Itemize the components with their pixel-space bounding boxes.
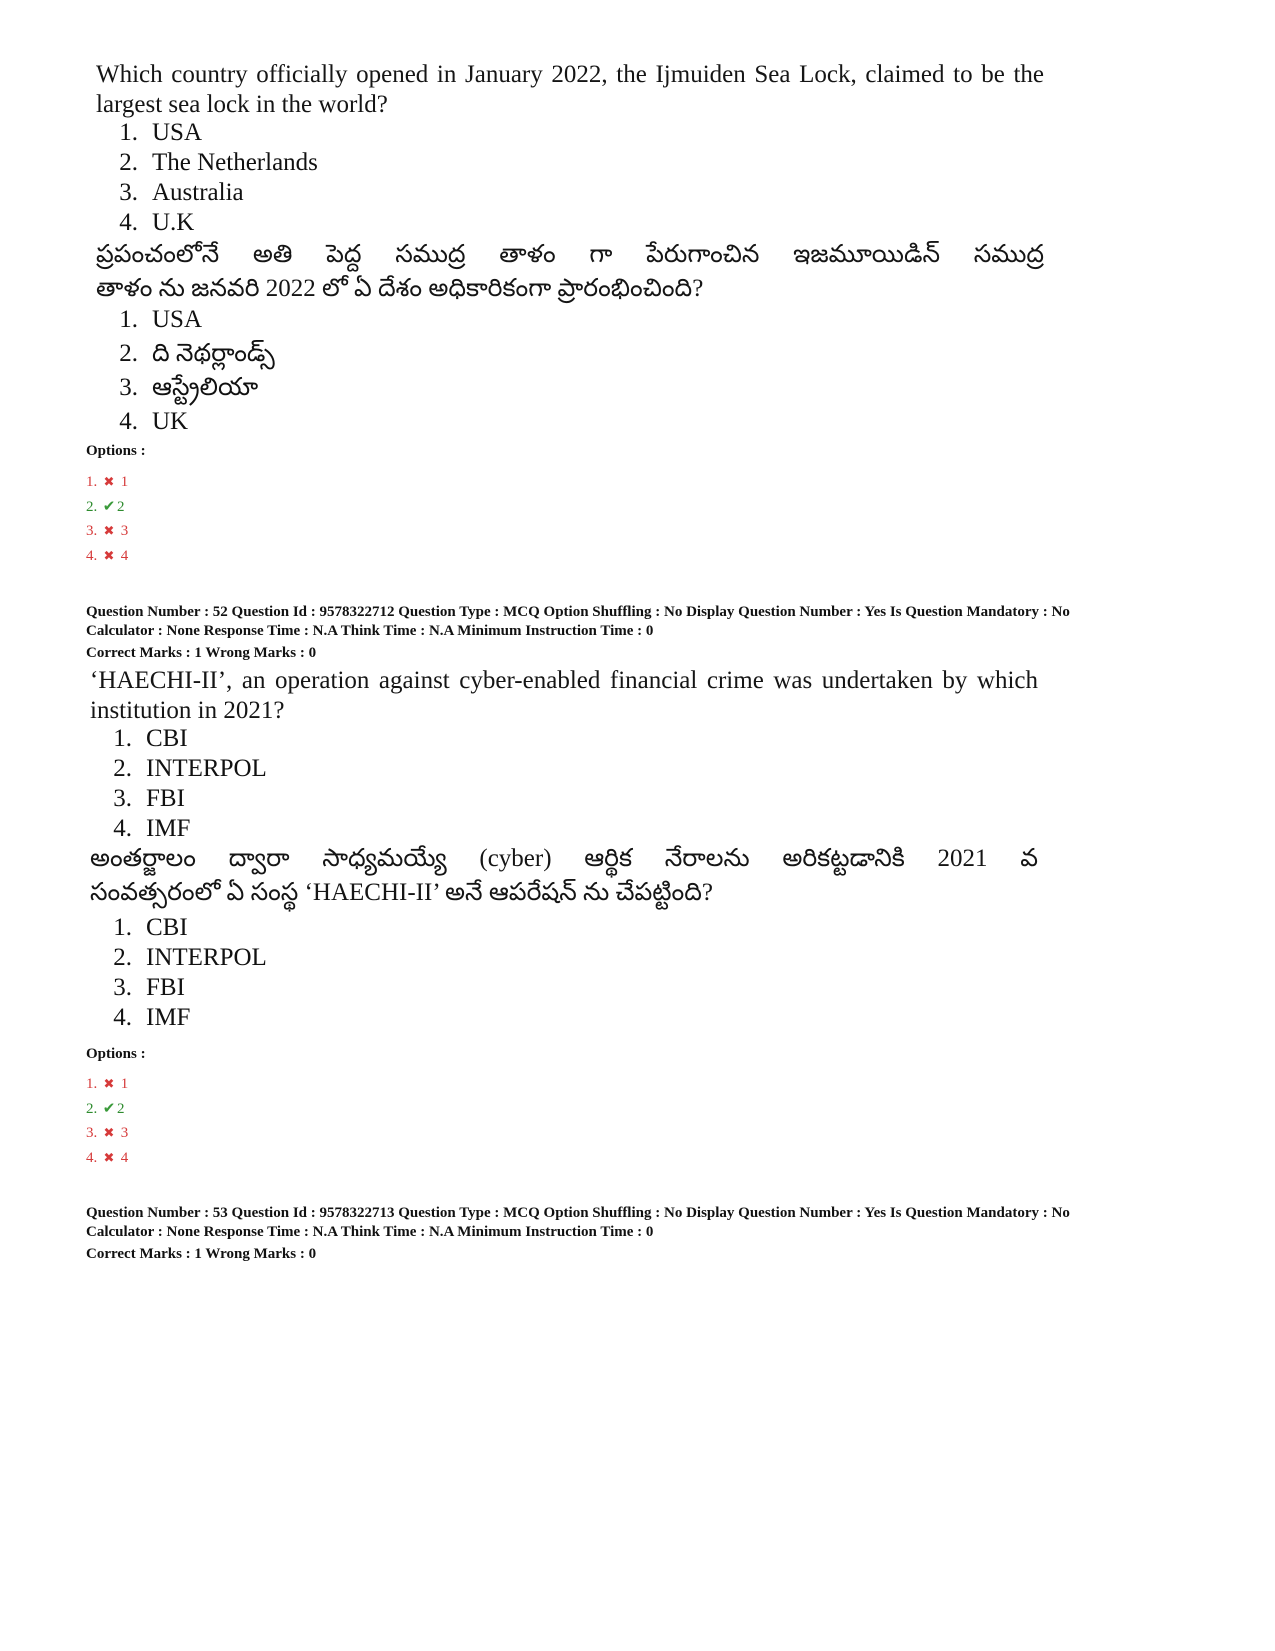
q52-marks: Correct Marks : 1 Wrong Marks : 0: [86, 645, 317, 661]
option-item: [108, 148, 318, 178]
answer-value: 1: [120, 474, 129, 490]
option-text: CBI: [146, 725, 188, 752]
answer-value: 4: [120, 1149, 129, 1166]
option-item: [108, 118, 318, 148]
check-mark-icon: ✔: [102, 1100, 116, 1117]
option-number: 3.: [119, 179, 138, 206]
question-line: Which country officially opened in January 2022, the Ijmuiden Sea Lock, claimed to be the: [96, 61, 1044, 88]
option-number: 4.: [119, 209, 138, 236]
option-number: 2.: [119, 149, 138, 176]
question-line: institution in 2021?: [90, 697, 285, 724]
option-number: 2.: [119, 340, 138, 367]
option-text: ఆస్ట్రేలియా: [152, 374, 259, 401]
option-number: 4.: [113, 1004, 132, 1031]
option-text: IMF: [146, 815, 191, 842]
answer-number: 4.: [86, 1149, 98, 1166]
q52-english-options: [102, 724, 267, 844]
option-number: 3.: [119, 374, 138, 401]
q53-marks: Correct Marks : 1 Wrong Marks : 0: [86, 1246, 317, 1262]
option-item: [102, 1003, 267, 1033]
option-item: [108, 178, 318, 208]
option-text: INTERPOL: [146, 755, 267, 782]
question-line: ‘HAECHI-II’, an operation against cyber-enabled financial crime was undertaken by which: [90, 667, 1038, 694]
answer-number: 4.: [86, 547, 98, 564]
question-line: ప్రపంచంలోనే అతి పెద్ద సముద్ర తాళం గా పేరుగాంచిన ఇజమూయిడిన్ సముద్ర: [96, 241, 1044, 268]
option-item: [108, 405, 275, 439]
option-number: 4.: [113, 815, 132, 842]
answer-option: [86, 1097, 128, 1122]
option-text: INTERPOL: [146, 944, 267, 971]
question-line: అంతర్జాలం ద్వారా సాధ్యమయ్యే (cyber) ఆర్థిక నేరాలను అరికట్టడానికి 2021 వ: [90, 845, 1038, 872]
option-item: [102, 973, 267, 1003]
option-text: The Netherlands: [152, 149, 318, 176]
cross-mark-icon: ✖: [103, 474, 115, 489]
option-text: U.K: [152, 209, 195, 236]
q51-english-question: [96, 60, 1044, 120]
option-text: Australia: [152, 179, 244, 206]
metadata-line: Question Number : 52 Question Id : 9578322712 Question Type : MCQ Option Shuffling : No Display Question Number : Yes Is Question Mandatory : No: [86, 604, 1070, 620]
option-item: [102, 814, 267, 844]
metadata-line: Calculator : None Response Time : N.A Think Time : N.A Minimum Instruction Time : 0: [86, 623, 654, 639]
answer-number: 2.: [86, 498, 98, 515]
answer-value: 2: [117, 1100, 125, 1117]
question-line: largest sea lock in the world?: [96, 91, 388, 118]
answer-value: 3: [120, 1125, 129, 1141]
option-text: ది నెథర్లాండ్స్: [152, 340, 275, 367]
option-text: FBI: [146, 785, 185, 812]
option-item: [102, 754, 267, 784]
answer-option: [86, 1072, 128, 1097]
cross-mark-icon: ✖: [103, 1149, 115, 1165]
q53-metadata: [86, 1204, 1196, 1242]
answer-value: 1: [120, 1076, 129, 1092]
option-item: [102, 724, 267, 754]
answer-number: 1.: [86, 474, 98, 490]
answer-option: [86, 544, 128, 569]
option-text: USA: [152, 119, 203, 146]
answer-number: 2.: [86, 1100, 98, 1117]
answer-number: 1.: [86, 1076, 98, 1092]
option-number: 2.: [113, 755, 132, 782]
metadata-line: Question Number : 53 Question Id : 9578322713 Question Type : MCQ Option Shuffling : No Display Question Number : Yes Is Question Mandatory : No: [86, 1205, 1070, 1221]
question-line: తాళం ను జనవరి 2022 లో ఏ దేశం అధికారికంగా ప్రారంభించింది?: [96, 275, 704, 302]
option-number: 1.: [113, 914, 132, 941]
option-text: IMF: [146, 1004, 191, 1031]
cross-mark-icon: ✖: [103, 523, 115, 538]
check-mark-icon: ✔: [102, 498, 116, 515]
option-number: 3.: [113, 974, 132, 1001]
answer-option: [86, 1121, 128, 1146]
cross-mark-icon: ✖: [103, 547, 115, 563]
option-number: 3.: [113, 785, 132, 812]
option-item: [108, 371, 275, 405]
option-item: [102, 913, 267, 943]
option-text: FBI: [146, 974, 185, 1001]
answer-option: [86, 495, 128, 520]
option-item: [108, 208, 318, 238]
q52-telugu-question: [90, 842, 1038, 910]
answer-value: 2: [117, 498, 125, 515]
option-item: [102, 784, 267, 814]
option-number: 1.: [113, 725, 132, 752]
options-label: Options :: [86, 443, 146, 459]
option-number: 4.: [119, 408, 138, 435]
answer-option: [86, 1146, 128, 1171]
answer-number: 3.: [86, 1125, 98, 1141]
option-text: UK: [152, 408, 189, 435]
cross-mark-icon: ✖: [103, 1076, 115, 1091]
answer-number: 3.: [86, 523, 98, 539]
question-line: సంవత్సరంలో ఏ సంస్థ ‘HAECHI-II’ అనే ఆపరేషన్ ను చేపట్టింది?: [90, 879, 713, 906]
q51-english-options: [108, 118, 318, 238]
q52-english-question: [90, 666, 1038, 726]
q51-answer-key: [86, 470, 128, 568]
option-item: [108, 303, 275, 337]
q52-answer-key: [86, 1072, 128, 1170]
options-label: Options :: [86, 1046, 146, 1062]
answer-value: 3: [120, 523, 129, 539]
metadata-line: Calculator : None Response Time : N.A Think Time : N.A Minimum Instruction Time : 0: [86, 1224, 654, 1240]
option-text: CBI: [146, 914, 188, 941]
q52-telugu-options: [102, 913, 267, 1033]
answer-option: [86, 470, 128, 495]
option-item: [108, 337, 275, 371]
q51-telugu-question: [96, 238, 1044, 306]
option-number: 2.: [113, 944, 132, 971]
option-text: USA: [152, 306, 203, 333]
option-number: 1.: [119, 119, 138, 146]
q51-telugu-options: [108, 303, 275, 439]
cross-mark-icon: ✖: [103, 1125, 115, 1140]
option-number: 1.: [119, 306, 138, 333]
answer-value: 4: [120, 547, 129, 564]
option-item: [102, 943, 267, 973]
q52-metadata: [86, 603, 1196, 641]
answer-option: [86, 519, 128, 544]
